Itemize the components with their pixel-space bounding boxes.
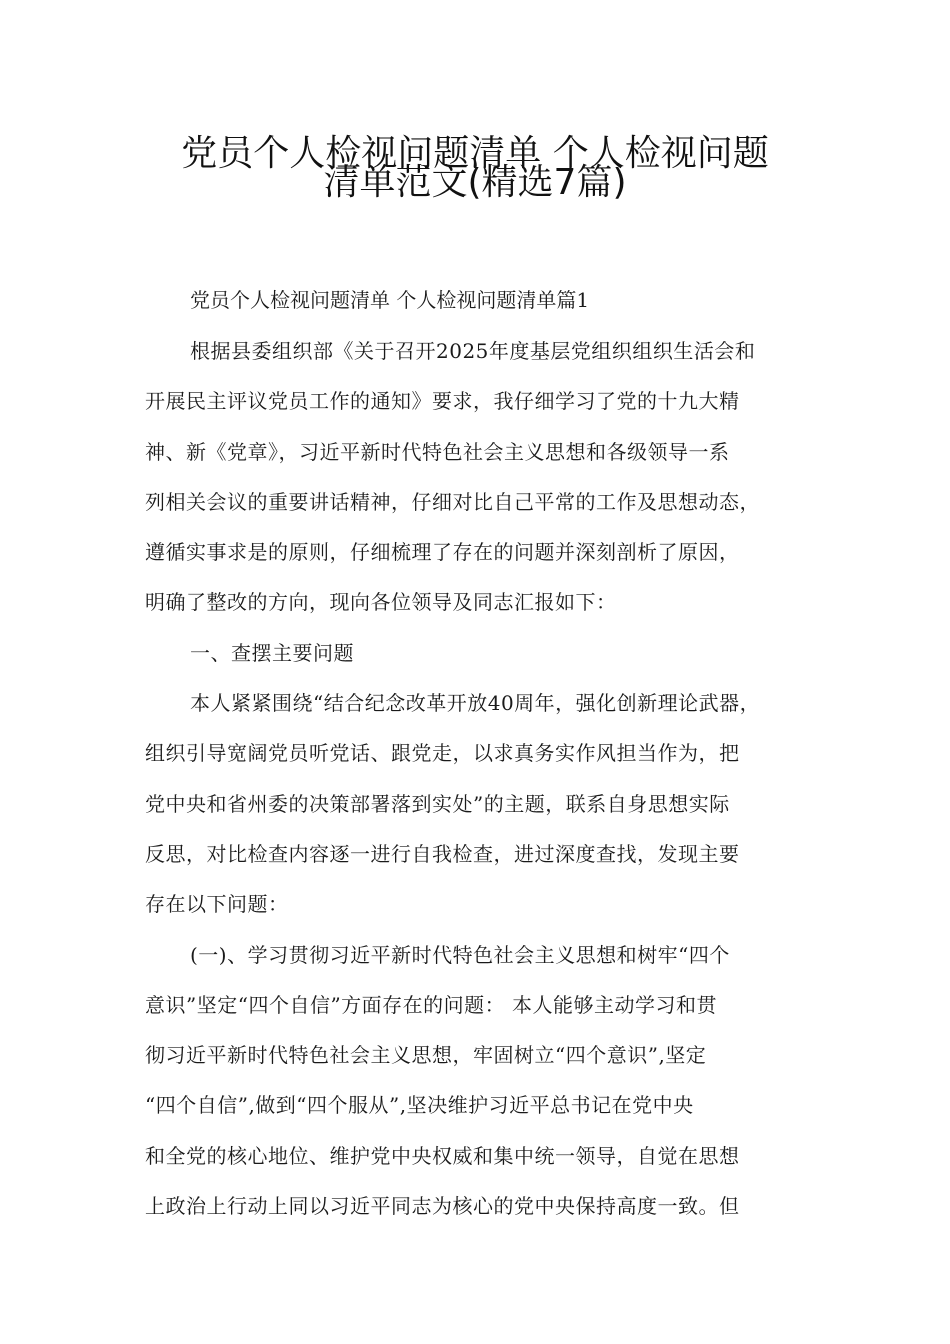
paragraph-line: 存在以下问题：	[145, 892, 289, 917]
document-title-line-2: 清单范文(精选7篇)	[323, 162, 627, 203]
paragraph-line: 党中央和省州委的决策部署落到实处”的主题，联系自身思想实际	[145, 791, 730, 816]
paragraph-line: 遵循实事求是的原则，仔细梳理了存在的问题并深刻剖析了原因，	[145, 540, 740, 565]
paragraph-line: 反思，对比检查内容逐一进行自我检查，进过深度查找，发现主要	[145, 841, 740, 866]
document-body	[145, 334, 815, 1239]
document-title-line-1: 党员个人检视问题清单 个人检视问题	[181, 133, 769, 174]
paragraph-line: 上政治上行动上同以习近平同志为核心的党中央保持高度一致。但	[145, 1194, 740, 1219]
paragraph-line: 列相关会议的重要讲话精神，仔细对比自己平常的工作及思想动态，	[145, 489, 760, 514]
paragraph-line: 开展民主评议党员工作的通知》要求，我仔细学习了党的十九大精	[145, 389, 740, 414]
paragraph-line: 和全党的核心地位、维护党中央权威和集中统一领导，自觉在思想	[145, 1143, 740, 1168]
paragraph-line: “四个自信”,做到“四个服从”,坚决维护习近平总书记在党中央	[145, 1093, 694, 1118]
paragraph-line: 根据县委组织部《关于召开2025年度基层党组织组织生活会和	[190, 339, 756, 363]
paragraph-line: 组织引导宽阔党员听党话、跟党走，以求真务实作风担当作为，把	[145, 741, 740, 766]
paragraph-line: 明确了整改的方向，现向各位领导及同志汇报如下：	[145, 590, 617, 615]
paragraph-line: 意识”坚定“四个自信”方面存在的问题： 本人能够主动学习和贯	[145, 992, 718, 1017]
section-heading: 一、查摆主要问题	[190, 640, 354, 665]
section-subtitle: 党员个人检视问题清单 个人检视问题清单篇1	[190, 288, 590, 312]
paragraph-line: (一)、学习贯彻习近平新时代特色社会主义思想和树牢“四个	[190, 942, 730, 967]
paragraph-line: 本人紧紧围绕“结合纪念改革开放40周年，强化创新理论武器，	[190, 691, 761, 716]
paragraph-line: 彻习近平新时代特色社会主义思想，牢固树立“四个意识”,坚定	[145, 1043, 707, 1068]
paragraph-line: 神、新《党章》，习近平新时代特色社会主义思想和各级领导一系	[145, 439, 730, 464]
